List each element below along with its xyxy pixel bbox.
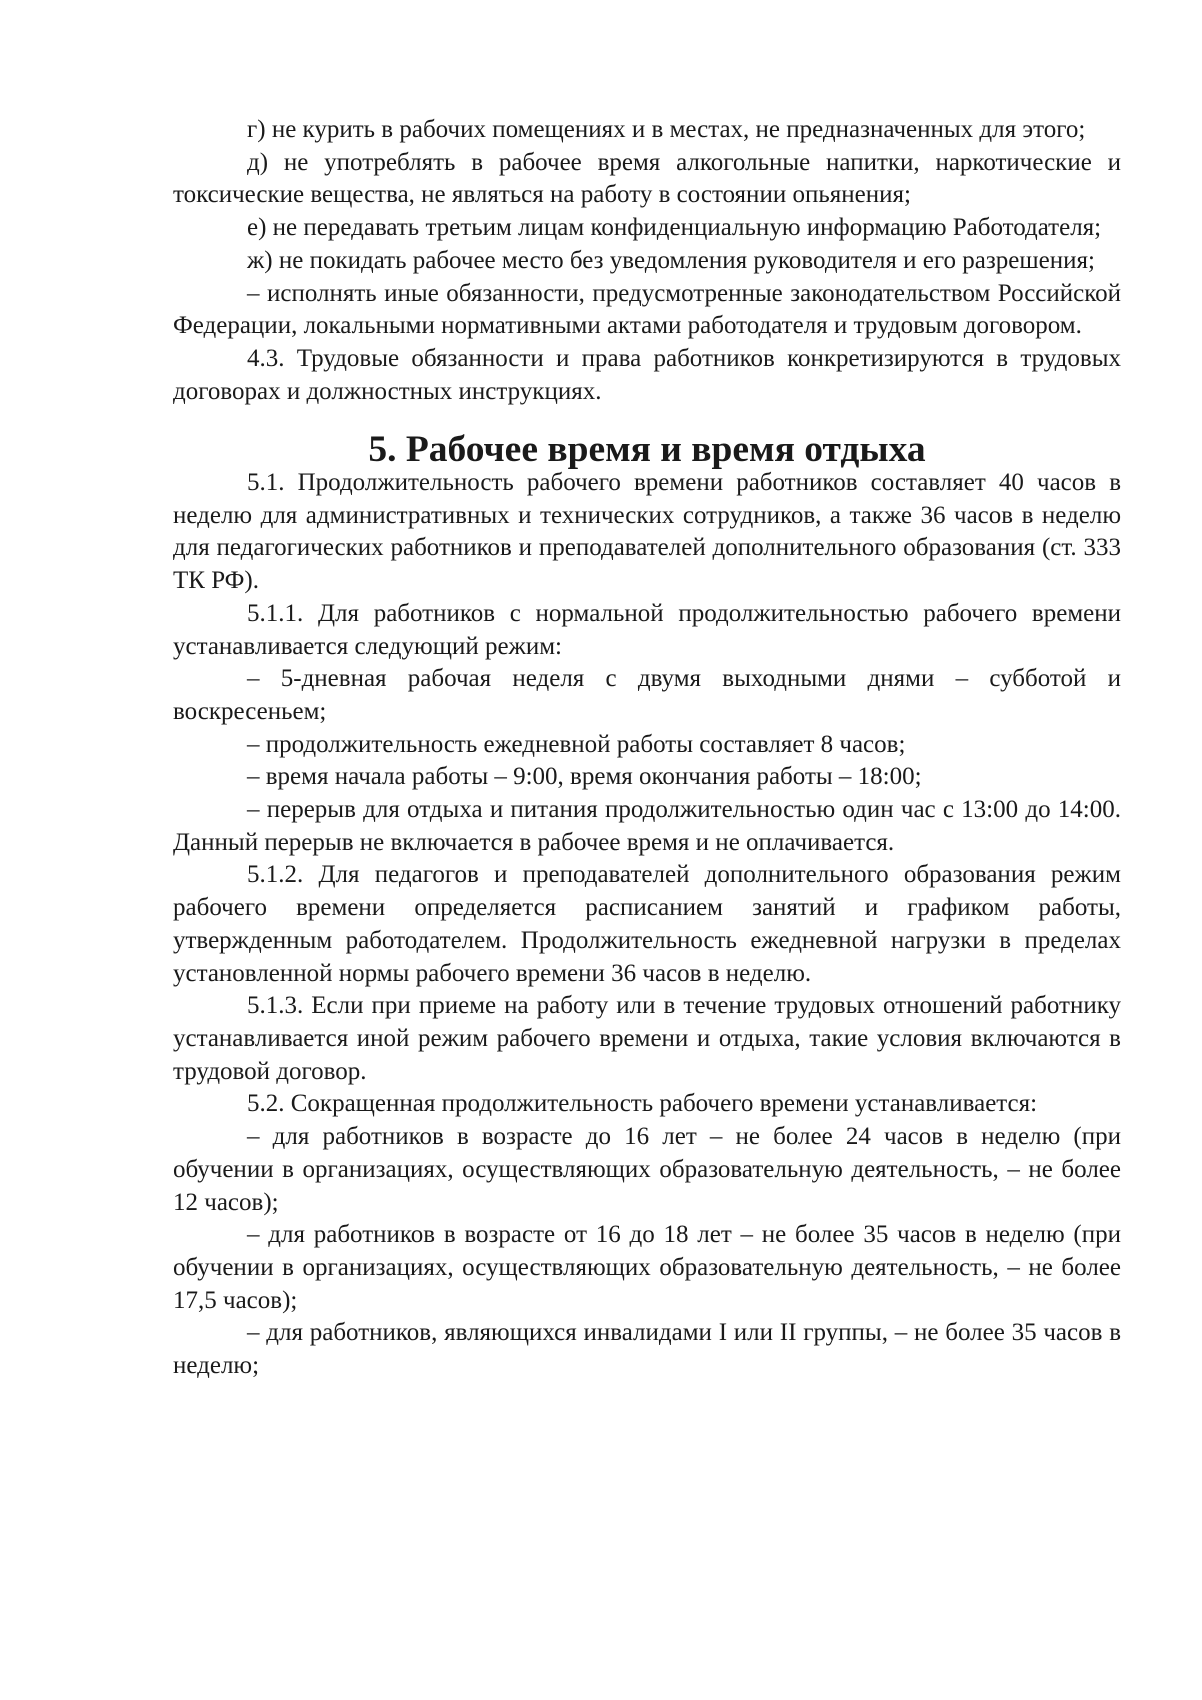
list-item-disabled-workers: – для работников, являющихся инвалидами I или II группы, – не более 35 часов в неделю; bbox=[173, 1319, 1121, 1380]
list-item-16-to-18: – для работников в возрасте от 16 до 18 лет – не более 35 часов в неделю (при обучении в организациях, осуществляющих образовательную деятельность, – не более 17,5 часов); bbox=[173, 1221, 1121, 1314]
paragraph-5-1-2-teachers-regime: 5.1.2. Для педагогов и преподавателей дополнительного образования режим рабочего времени определяется расписанием занятий и графиком работы, утвержденным работодателем. Продолжительность ежедневной нагрузки в пределах установленной нормы рабочего времени 36 часов в неделю. bbox=[173, 861, 1121, 987]
list-item-start-end-time: – время начала работы – 9:00, время окончания работы – 18:00; bbox=[247, 763, 922, 791]
paragraph-5-1-1-normal-regime: 5.1.1. Для работников с нормальной продолжительностью рабочего времени устанавливается следующий режим: bbox=[173, 599, 1121, 660]
paragraph-zh-workplace-leave: ж) не покидать рабочее место без уведомления руководителя и его разрешения; bbox=[247, 246, 1095, 274]
list-item-five-day-week: – 5-дневная рабочая неделя с двумя выходными днями – субботой и воскресеньем; bbox=[173, 665, 1121, 725]
paragraph-5-1-3-other-regime: 5.1.3. Если при приеме на работу или в течение трудовых отношений работнику устанавливается иной режим рабочего времени и отдыха, такие условия включаются в трудовой договор. bbox=[173, 992, 1121, 1085]
document-body bbox=[173, 114, 1121, 1383]
paragraph-5-2-reduced-hours: 5.2. Сокращенная продолжительность рабочего времени устанавливается: bbox=[247, 1090, 1038, 1118]
paragraph-g-no-smoking: г) не курить в рабочих помещениях и в местах, не предназначенных для этого; bbox=[247, 116, 1086, 143]
paragraph-5-1-working-hours: 5.1. Продолжительность рабочего времени работников составляет 40 часов в неделю для административных и технических сотрудников, а также 36 часов в неделю для педагогических работников и преподавателей дополнительного образования (ст. 333 ТК РФ). bbox=[173, 469, 1121, 595]
paragraph-e-confidential-info: е) не передавать третьим лицам конфиденциальную информацию Работодателя; bbox=[247, 214, 1102, 242]
paragraph-4-3-duties-rights: 4.3. Трудовые обязанности и права работников конкретизируются в трудовых договорах и должностных инструкциях. bbox=[173, 344, 1121, 405]
paragraph-d-no-alcohol: д) не употреблять в рабочее время алкогольные напитки, наркотические и токсические вещества, не являться на работу в состоянии опьянения; bbox=[173, 148, 1121, 209]
list-item-under-16: – для работников в возрасте до 16 лет – не более 24 часов в неделю (при обучении в организациях, осуществляющих образовательную деятельность, – не более 12 часов); bbox=[173, 1123, 1121, 1216]
list-item-daily-duration: – продолжительность ежедневной работы составляет 8 часов; bbox=[247, 730, 906, 758]
list-item-lunch-break: – перерыв для отдыха и питания продолжительностью один час с 13:00 до 14:00. Данный перерыв не включается в рабочее время и не оплачивается. bbox=[173, 796, 1121, 856]
section-heading-working-time: 5. Рабочее время и время отдыха bbox=[368, 429, 926, 471]
paragraph-other-duties: – исполнять иные обязанности, предусмотренные законодательством Российской Федерации, локальными нормативными актами работодателя и трудовым договором. bbox=[173, 279, 1121, 340]
